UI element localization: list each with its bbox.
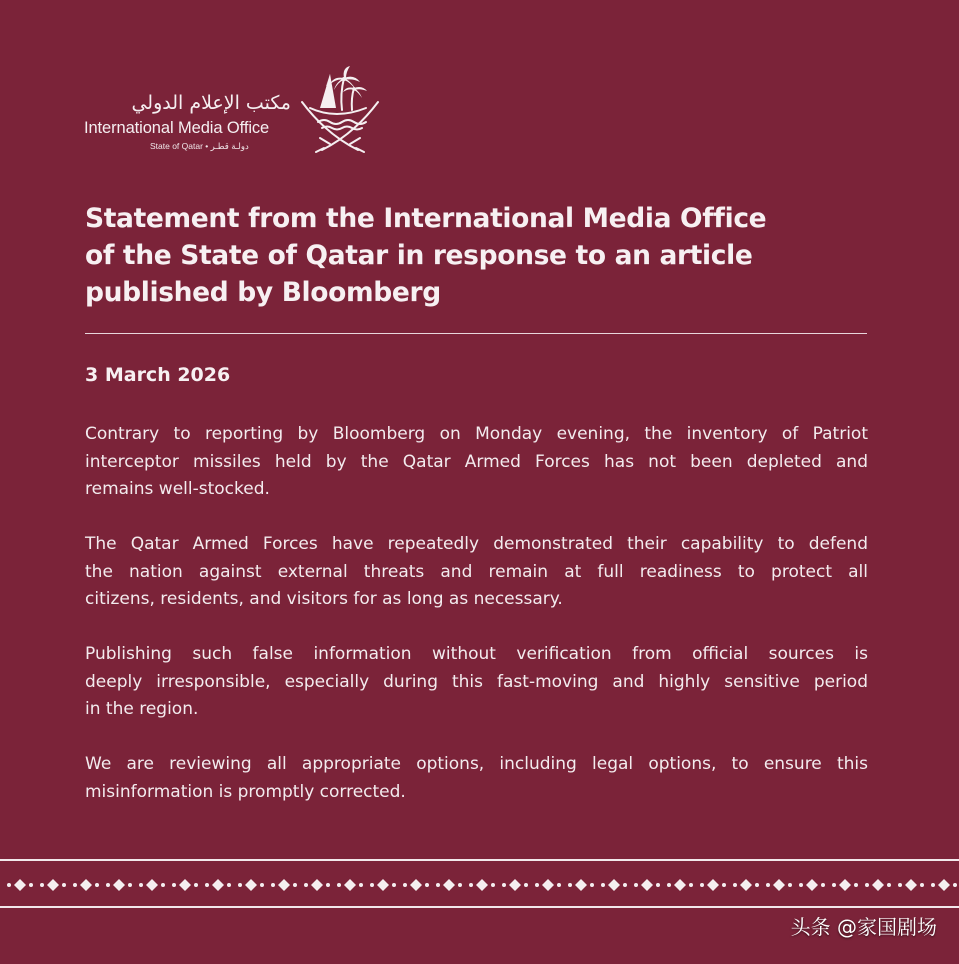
pattern-diamond [179, 879, 191, 891]
pattern-diamond [410, 879, 422, 891]
pattern-diamond [344, 879, 356, 891]
pattern-dot [95, 883, 99, 887]
pattern-dot [700, 883, 704, 887]
paragraph-4 [85, 751, 868, 806]
pattern-dot [931, 883, 935, 887]
pattern-dot [106, 883, 110, 887]
pattern-dot [634, 883, 638, 887]
pattern-dot [799, 883, 803, 887]
pattern-dot [832, 883, 836, 887]
pattern-diamond [674, 879, 686, 891]
pattern-diamond [641, 879, 653, 891]
pattern-dot [458, 883, 462, 887]
pattern-dot [205, 883, 209, 887]
pattern-dot [656, 883, 660, 887]
pattern-dot [601, 883, 605, 887]
title-line: of the State of Qatar in response to an article [85, 240, 753, 271]
title-divider [85, 333, 867, 334]
pattern-dot [359, 883, 363, 887]
pattern-dot [73, 883, 77, 887]
pattern-dot [293, 883, 297, 887]
pattern-dot [370, 883, 374, 887]
pattern-dot [502, 883, 506, 887]
pattern-diamond [839, 879, 851, 891]
pattern-dot [535, 883, 539, 887]
diamond-dot-border-icon [0, 872, 959, 898]
source-watermark: 头条 @家国剧场 [790, 915, 937, 939]
pattern-diamond [146, 879, 158, 891]
pattern-dot [128, 883, 132, 887]
pattern-dot [7, 883, 11, 887]
pattern-dot [623, 883, 627, 887]
pattern-diamond [542, 879, 554, 891]
pattern-dot [722, 883, 726, 887]
pattern-dot [304, 883, 308, 887]
footer-rule-top [0, 859, 959, 861]
pattern-dot [194, 883, 198, 887]
paragraph-2 [85, 531, 868, 614]
pattern-diamond [938, 879, 950, 891]
pattern-diamond [80, 879, 92, 891]
pattern-dot [172, 883, 176, 887]
title-line: Statement from the International Media Office [85, 203, 767, 234]
pattern-dot [326, 883, 330, 887]
pattern-diamond [443, 879, 455, 891]
pattern-dot [29, 883, 33, 887]
pattern-dot [887, 883, 891, 887]
statement-date: 3 March 2026 [85, 364, 231, 386]
pattern-dot [953, 883, 957, 887]
pattern-dot [733, 883, 737, 887]
paragraph-1 [85, 421, 868, 504]
paragraph-line: We are reviewing all appropriate options, including legal options, to ensure this [85, 754, 868, 774]
pattern-dot [854, 883, 858, 887]
logo-english-text: International Media Office [84, 119, 270, 137]
office-logo [84, 64, 384, 156]
pattern-dot [920, 883, 924, 887]
paragraph-line: interceptor missiles held by the Qatar Armed Forces has not been depleted and [85, 451, 868, 472]
footer-rule-bottom [0, 906, 959, 908]
pattern-diamond [377, 879, 389, 891]
pattern-dot [689, 883, 693, 887]
pattern-dot [590, 883, 594, 887]
pattern-dot [766, 883, 770, 887]
pattern-dot [161, 883, 165, 887]
pattern-diamond [212, 879, 224, 891]
pattern-diamond [476, 879, 488, 891]
pattern-dot [337, 883, 341, 887]
pattern-dot [469, 883, 473, 887]
pattern-dot [898, 883, 902, 887]
paragraph-line: remains well-stocked. [85, 479, 270, 499]
pattern-diamond [707, 879, 719, 891]
pattern-diamond [773, 879, 785, 891]
logo-arabic-text: مكتب الإعلام الدولي [131, 92, 291, 114]
logo-subtitle: State of Qatar • دولـة قطـر [150, 141, 249, 151]
pattern-diamond [575, 879, 587, 891]
qatar-state-emblem-icon [296, 64, 384, 156]
pattern-diamond [905, 879, 917, 891]
pattern-dot [227, 883, 231, 887]
pattern-dot [139, 883, 143, 887]
pattern-diamond [311, 879, 323, 891]
pattern-dot [667, 883, 671, 887]
pattern-dot [392, 883, 396, 887]
pattern-dot [821, 883, 825, 887]
paragraph-line: the nation against external threats and remain at full readiness to protect all [85, 561, 868, 582]
paragraph-line: Contrary to reporting by Bloomberg on Monday evening, the inventory of Patriot [85, 424, 868, 444]
paragraph-3 [85, 641, 868, 724]
statement-title [85, 200, 785, 311]
pattern-dot [524, 883, 528, 887]
paragraph-line: The Qatar Armed Forces have repeatedly demonstrated their capability to defend [85, 534, 868, 554]
pattern-dot [260, 883, 264, 887]
pattern-dot [788, 883, 792, 887]
title-line: published by Bloomberg [85, 277, 441, 308]
pattern-diamond [740, 879, 752, 891]
pattern-diamond [608, 879, 620, 891]
pattern-dot [436, 883, 440, 887]
pattern-dot [557, 883, 561, 887]
pattern-dot [865, 883, 869, 887]
pattern-dot [271, 883, 275, 887]
pattern-diamond [47, 879, 59, 891]
pattern-diamond [806, 879, 818, 891]
pattern-diamond [509, 879, 521, 891]
pattern-diamond [872, 879, 884, 891]
pattern-diamond [113, 879, 125, 891]
pattern-diamond [278, 879, 290, 891]
pattern-dot [755, 883, 759, 887]
pattern-dot [568, 883, 572, 887]
pattern-dot [491, 883, 495, 887]
pattern-dot [62, 883, 66, 887]
paragraph-line: Publishing such false information without verification from official sources is [85, 644, 868, 664]
pattern-dot [425, 883, 429, 887]
paragraph-line: in the region. [85, 699, 199, 719]
pattern-diamond [14, 879, 26, 891]
pattern-dot [403, 883, 407, 887]
paragraph-line: deeply irresponsible, especially during this fast-moving and highly sensitive period [85, 671, 868, 692]
paragraph-line: citizens, residents, and visitors for as long as necessary. [85, 589, 563, 609]
pattern-dot [238, 883, 242, 887]
paragraph-line: misinformation is promptly corrected. [85, 781, 406, 802]
pattern-dot [40, 883, 44, 887]
pattern-diamond [245, 879, 257, 891]
